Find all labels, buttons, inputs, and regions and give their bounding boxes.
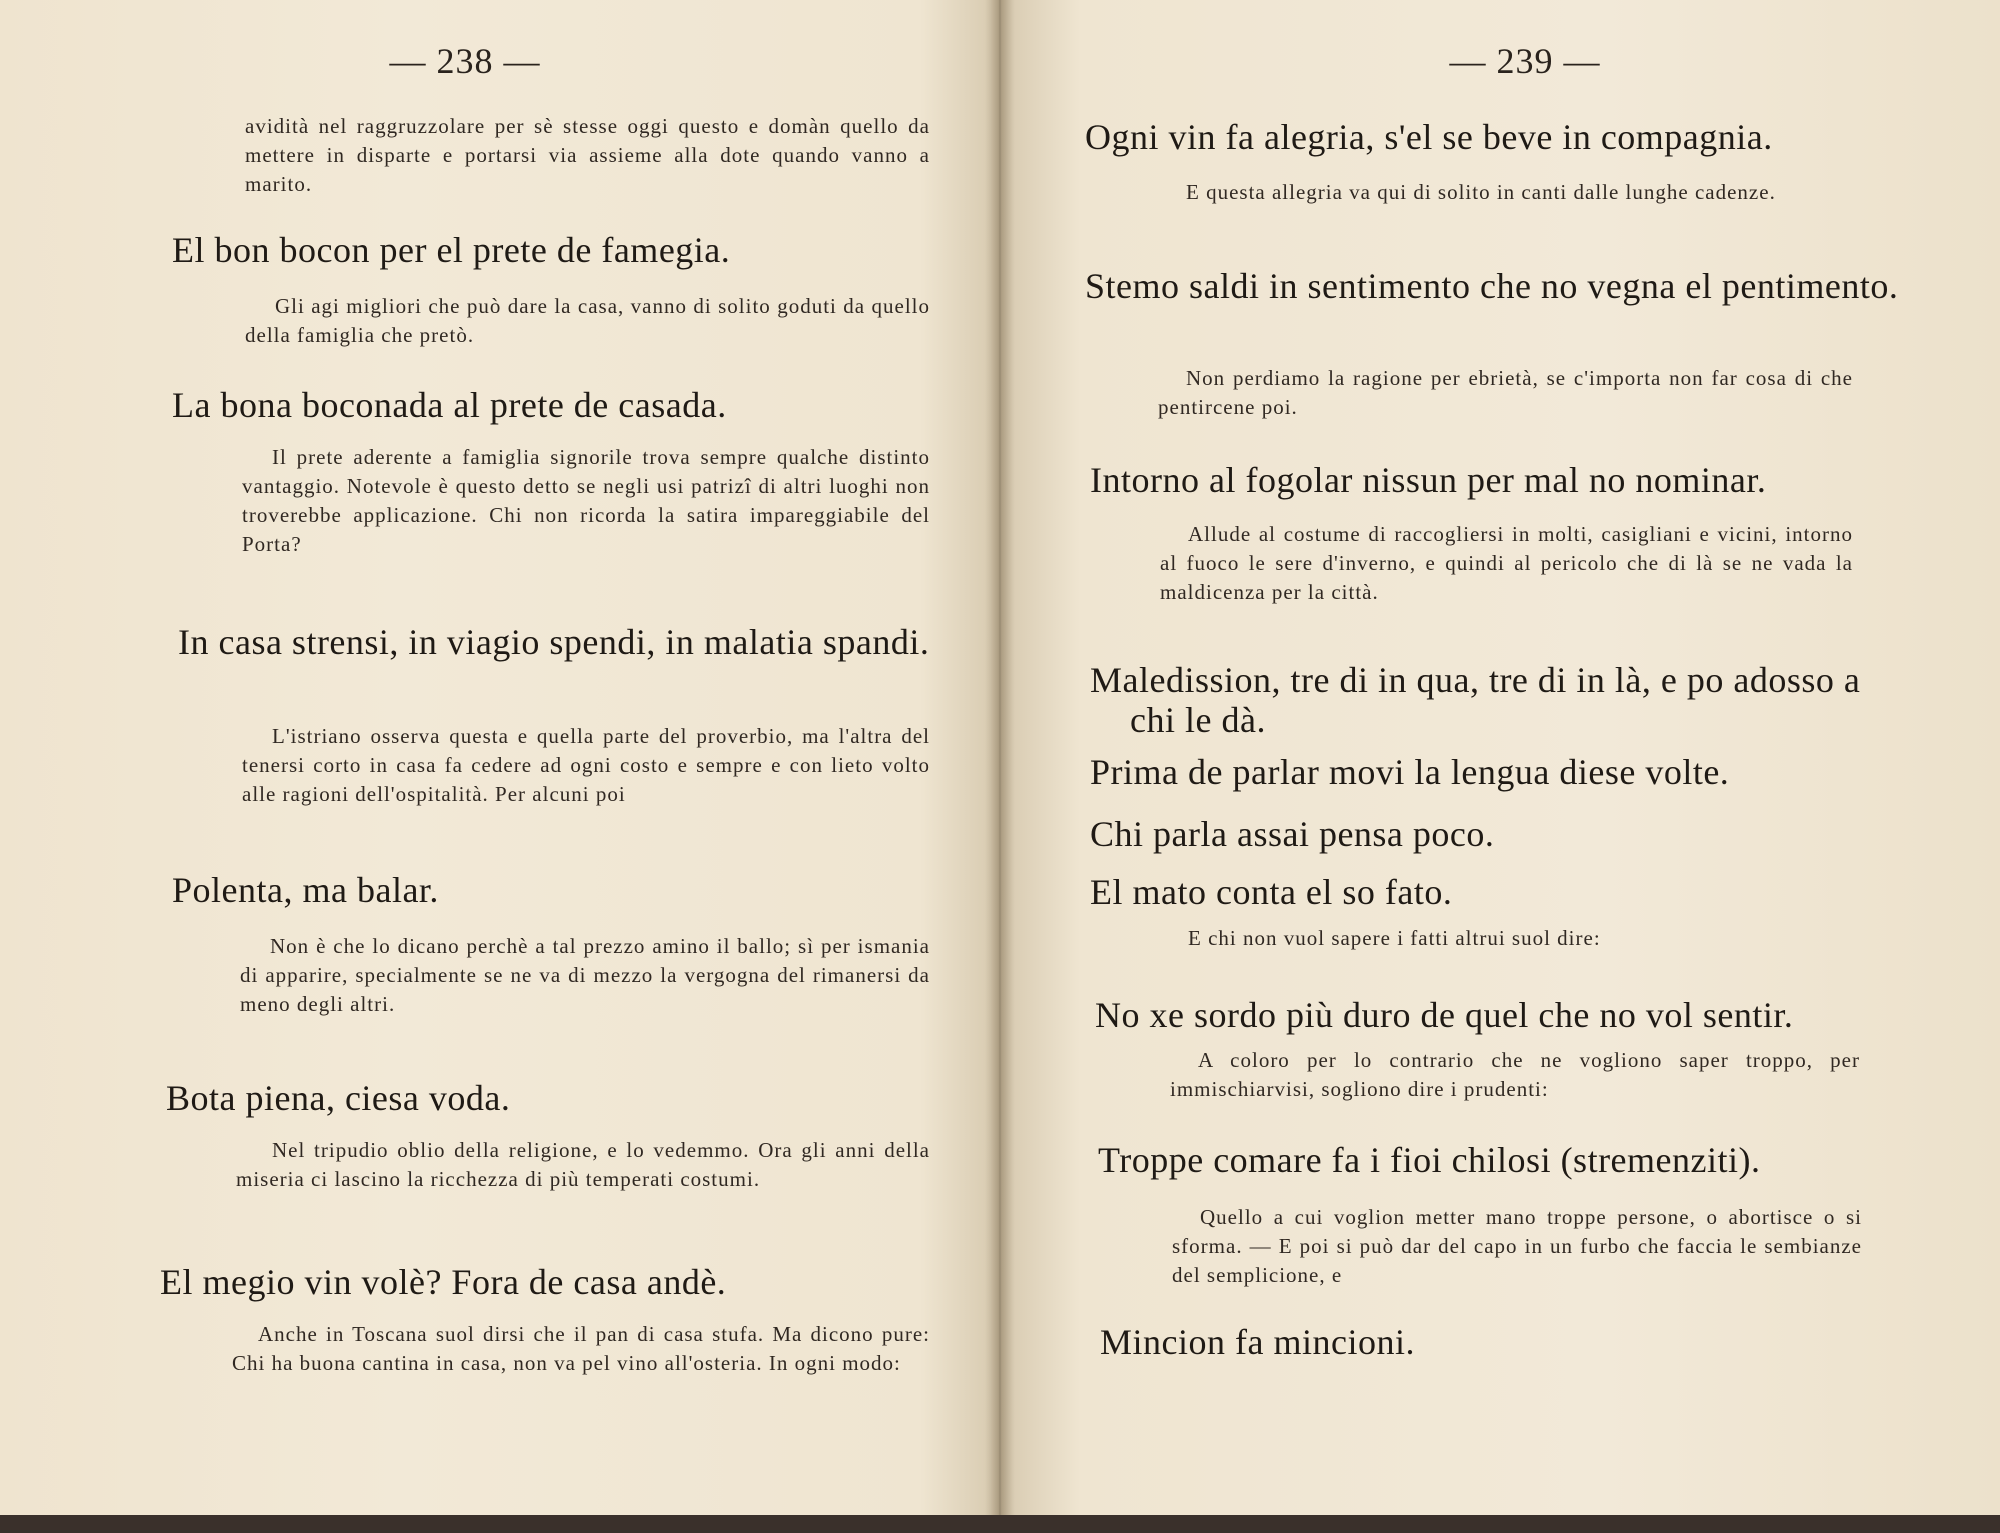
- right-page: [1000, 0, 2000, 1533]
- proverb-text: Stemo saldi in sentimento che no vegna el pentimento.: [1085, 266, 1899, 306]
- proverb-text: Intorno al fogolar nissun per mal no nominar.: [1090, 460, 1767, 500]
- proverb-text: Mincion fa mincioni.: [1100, 1322, 1415, 1362]
- commentary-text: Quello a cui voglion metter mano troppe persone, o abortisce o si sforma. — E poi si può dar del capo in un furbo che faccia le sembianze del semplicione, e: [1172, 1205, 1862, 1287]
- proverb-text: Bota piena, ciesa voda.: [166, 1078, 511, 1118]
- commentary-text: Non è che lo dicano perchè a tal prezzo amino il ballo; sì per ismania di apparire, specialmente se ne va di mezzo la vergogna del rimanersi da meno degli altri.: [240, 934, 930, 1016]
- commentary-text: Non perdiamo la ragione per ebrietà, se c'importa non far cosa di che pentircene poi.: [1158, 366, 1853, 419]
- proverb-text: Maledission, tre di in qua, tre di in là, e po adosso a chi le dà.: [1090, 660, 1861, 740]
- commentary-text: Anche in Toscana suol dirsi che il pan di casa stufa. Ma dicono pure: Chi ha buona cantina in casa, non va pel vino all'osteria. In ogni modo:: [232, 1322, 930, 1375]
- commentary-text: avidità nel raggruzzolare per sè stesse oggi questo e domàn quello da mettere in disparte e portarsi via assieme alla dote quando vanno a marito.: [245, 114, 930, 196]
- proverb-text: El megio vin volè? Fora de casa andè.: [160, 1262, 727, 1302]
- commentary-text: E questa allegria va qui di solito in canti dalle lunghe cadenze.: [1186, 180, 1776, 204]
- page-bottom-edge: [0, 1515, 2000, 1533]
- page-number: — 239 —: [1449, 41, 1601, 81]
- proverb-text: Troppe comare fa i fioi chilosi (stremenziti).: [1098, 1140, 1761, 1180]
- proverb-text: In casa strensi, in viagio spendi, in malatia spandi.: [178, 622, 930, 662]
- commentary-text: Allude al costume di raccogliersi in molti, casigliani e vicini, intorno al fuoco le sere d'inverno, e quindi al pericolo che di là se ne vada la maldicenza per la città.: [1160, 522, 1853, 604]
- proverb-text: Prima de parlar movi la lengua diese volte.: [1090, 752, 1730, 792]
- commentary-text: Gli agi migliori che può dare la casa, vanno di solito goduti da quello della famiglia che pretò.: [245, 294, 930, 347]
- proverb-text: No xe sordo più duro de quel che no vol sentir.: [1095, 995, 1794, 1035]
- commentary-text: Il prete aderente a famiglia signorile trova sempre qualche distinto vantaggio. Notevole è questo detto se negli usi patrizî di altri luoghi non troverebbe applicazione. Chi non ricorda la satira impareggiabile del Porta?: [242, 445, 930, 556]
- commentary-text: Nel tripudio oblio della religione, e lo vedemmo. Ora gli anni della miseria ci lascino la ricchezza di più temperati costumi.: [236, 1138, 930, 1191]
- proverb-text: Polenta, ma balar.: [172, 870, 439, 910]
- commentary-text: A coloro per lo contrario che ne vogliono saper troppo, per immischiarvisi, sogliono dire i prudenti:: [1170, 1048, 1860, 1101]
- commentary-text: E chi non vuol sapere i fatti altrui suol dire:: [1188, 926, 1601, 950]
- commentary-text: L'istriano osserva questa e quella parte del proverbio, ma l'altra del tenersi corto in casa fa cedere ad ogni costo e sempre e con lieto volto alle ragioni dell'ospitalità. Per alcuni poi: [242, 724, 930, 806]
- proverb-text: El bon bocon per el prete de famegia.: [172, 230, 731, 270]
- proverb-text: La bona boconada al prete de casada.: [172, 385, 727, 425]
- book-gutter: [985, 0, 1015, 1533]
- proverb-text: El mato conta el so fato.: [1090, 872, 1453, 912]
- proverb-text: Ogni vin fa alegria, s'el se beve in compagnia.: [1085, 117, 1773, 157]
- proverb-text: Chi parla assai pensa poco.: [1090, 814, 1495, 854]
- page-number: — 238 —: [389, 41, 541, 81]
